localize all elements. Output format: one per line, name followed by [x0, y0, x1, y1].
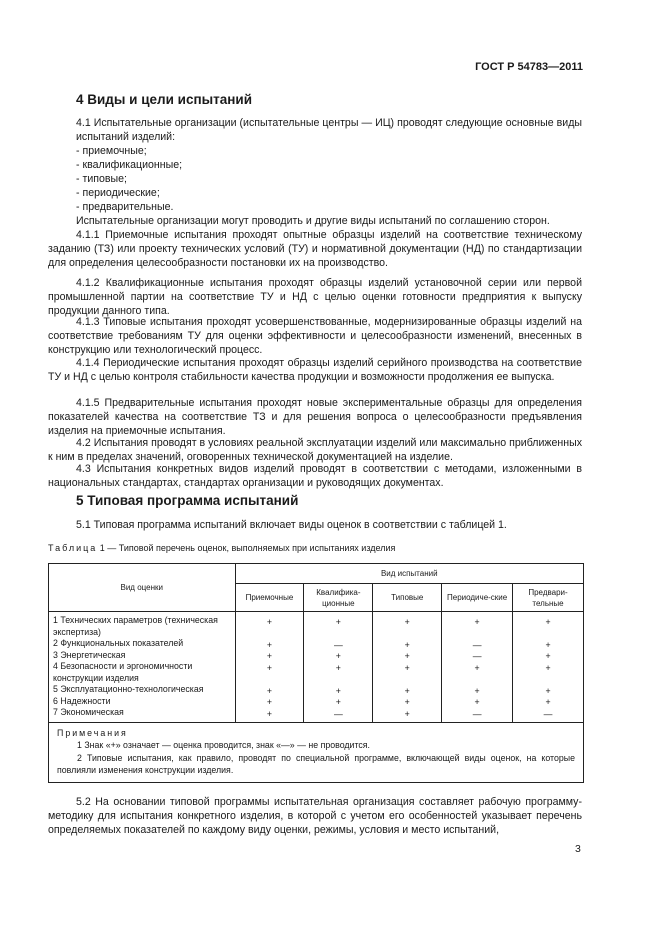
paragraph-4-1: 4.1 Испытательные организации (испытательные центры — ИЦ) проводят следующие основные виды испытаний изделий: — [76, 117, 582, 144]
mark: + — [404, 639, 410, 650]
note-2: 2 Типовые испытания, как правило, проводят по специальной программе, включающей виды оценок, на которые повлияли изменения конструкции изделия. — [57, 752, 575, 776]
mark: — — [472, 639, 482, 650]
section-5-title: 5 Типовая программа испытаний — [76, 493, 299, 508]
table-row-name: 3 Энергетическая — [53, 649, 126, 660]
mark: + — [335, 651, 341, 662]
marks-col-3 — [373, 612, 442, 723]
paragraph-4-1-2: 4.1.2 Квалификационные испытания проходят образцы изделий установочной серии или первой промышленной партии на соответствие ТУ и НД с целью оценки готовности предприятия к выпуску продукции данного типа. — [48, 277, 582, 318]
mark: + — [335, 616, 341, 627]
mark: + — [404, 685, 410, 696]
paragraph-other-tests: Испытательные организации могут проводить и другие виды испытаний по соглашению сторон. — [76, 215, 550, 227]
mark: + — [404, 616, 410, 627]
mark: — — [472, 651, 482, 662]
mark: + — [474, 685, 480, 696]
marks-col-4 — [442, 612, 513, 723]
mark: + — [335, 685, 341, 696]
list-item: - типовые; — [76, 173, 127, 185]
document-id: ГОСТ Р 54783—2011 — [475, 61, 583, 73]
table-caption-text: 1 — Типовой перечень оценок, выполняемых при испытаниях изделия — [97, 543, 396, 553]
table-caption — [48, 543, 395, 553]
mark: + — [266, 639, 273, 650]
mark: + — [545, 697, 551, 708]
header-eval-type: Вид оценки — [49, 564, 236, 612]
paragraph-4-1-3: 4.1.3 Типовые испытания проходят усовершенствованные, модернизированные образцы изделий на соответствие требованиям ТУ для оценки эффективности и целесообразности изменений, внесенных в конструкцию или технологический процесс. — [48, 316, 582, 357]
page-number: 3 — [575, 843, 581, 855]
paragraph-5-2: 5.2 На основании типовой программы испытательная организация составляет рабочую программу-методику для испытания конкретного изделия, в которой с учетом его особенностей указывает перечень определяемых показателей по каждому виду оценки, режимы, условия и место испытаний, — [48, 796, 582, 837]
mark: + — [545, 662, 551, 673]
mark: + — [474, 662, 480, 673]
marks-col-2 — [304, 612, 373, 723]
mark: + — [404, 651, 410, 662]
header-col: Периодиче-ские — [442, 584, 513, 612]
mark: — — [543, 708, 553, 719]
mark: + — [474, 697, 480, 708]
mark: + — [266, 662, 273, 673]
mark: + — [404, 662, 410, 673]
eval-names-cell — [49, 612, 236, 723]
notes-title: Примечания — [57, 727, 128, 738]
header-col: Типовые — [373, 584, 442, 612]
table-row-name: 6 Надежности — [53, 695, 111, 706]
list-item: - периодические; — [76, 187, 160, 199]
mark: + — [335, 662, 341, 673]
table-body — [49, 612, 584, 723]
table-caption-word: Таблица — [48, 543, 98, 553]
mark: — — [472, 708, 482, 719]
list-item: - приемочные; — [76, 145, 147, 157]
mark: + — [404, 697, 410, 708]
paragraph-4-1-4: 4.1.4 Периодические испытания проходят образцы изделий серийного производства на соответствие ТУ и НД с целью контроля стабильности качества продукции и возможности продолжения ее выпуска. — [48, 357, 582, 384]
mark: + — [335, 697, 341, 708]
list-item: - квалификационные; — [76, 159, 183, 171]
mark: + — [266, 616, 273, 627]
paragraph-4-2: 4.2 Испытания проводят в условиях реальной эксплуатации изделий или максимально приближенных к ним в пределах значений, оговоренных технической документацией на изделие. — [48, 437, 582, 464]
mark: + — [266, 651, 273, 662]
mark: + — [545, 685, 551, 696]
table-notes — [49, 722, 584, 782]
evaluation-table — [48, 563, 584, 783]
table-row-name: 2 Функциональных показателей — [53, 638, 184, 648]
table-row-name: 1 Технических параметров (техническая экспертиза) — [53, 615, 218, 637]
table-row-name: 5 Эксплуатационно-технологическая — [53, 684, 204, 695]
paragraph-4-1-5: 4.1.5 Предварительные испытания проходят новые экспериментальные образцы для определения показателей качества на соответствие ТЗ и для решения вопроса о целесообразности предъявления изделия на приемочные испытания. — [48, 397, 582, 438]
mark: + — [545, 616, 551, 627]
mark: — — [333, 708, 343, 719]
mark: — — [333, 639, 343, 650]
header-col: Квалифика-ционные — [304, 584, 373, 612]
marks-col-5 — [513, 612, 584, 723]
table-row-name: 7 Экономическая — [53, 707, 124, 718]
mark: + — [545, 651, 551, 662]
mark: + — [474, 616, 480, 627]
header-col: Предвари-тельные — [513, 584, 584, 612]
paragraph-5-1: 5.1 Типовая программа испытаний включает виды оценок в соответствии с таблицей 1. — [76, 519, 507, 531]
paragraph-4-1-1: 4.1.1 Приемочные испытания проходят опытные образцы изделий на соответствие техническому заданию (ТЗ) или проекту технических условий (ТУ) и нормативной документации (НД) по стандартизации для определения целесообразности постановки их на производство. — [48, 229, 582, 270]
header-test-types: Вид испытаний — [235, 564, 584, 584]
section-4-title: 4 Виды и цели испытаний — [76, 92, 253, 107]
list-item: - предварительные. — [76, 201, 174, 213]
note-1: 1 Знак «+» означает — оценка проводится, знак «—» — не проводится. — [77, 740, 370, 751]
mark: + — [266, 697, 273, 708]
marks-col-1 — [235, 612, 304, 723]
table-row-name: 4 Безопасности и эргономичности конструкции изделия — [53, 661, 193, 683]
mark: + — [266, 685, 273, 696]
mark: + — [545, 639, 551, 650]
mark: + — [266, 708, 273, 719]
header-col: Приемочные — [235, 584, 304, 612]
mark: + — [404, 708, 410, 719]
paragraph-4-3: 4.3 Испытания конкретных видов изделий проводят в соответствии с методами, изложенными в национальных стандартах, стандартах организации и руководящих документах. — [48, 463, 582, 490]
